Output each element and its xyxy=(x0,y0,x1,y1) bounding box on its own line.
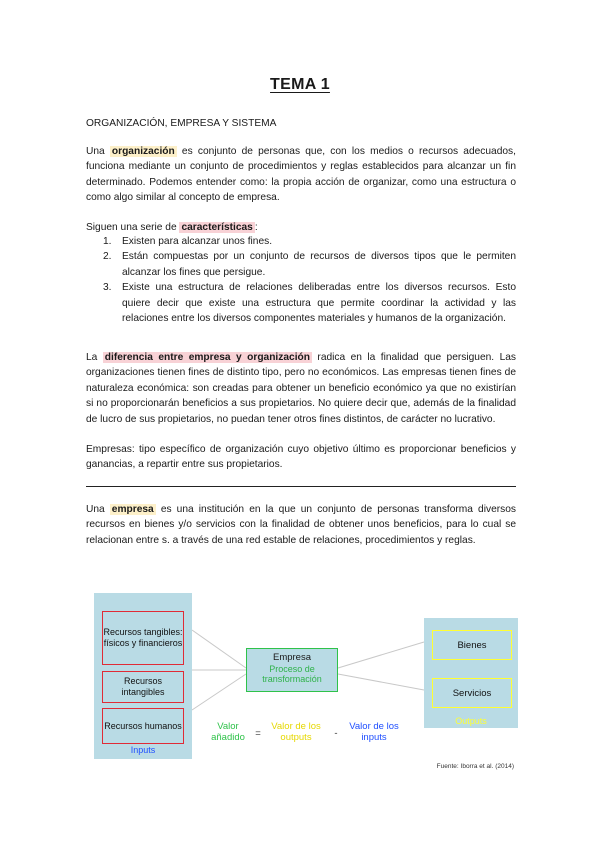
connector-line xyxy=(192,674,246,710)
paragraph-caracteristicas: Siguen una serie de características : xyxy=(86,222,258,233)
empresa-subtitle: Proceso de transformación xyxy=(262,663,322,684)
input-humanos: Recursos humanos xyxy=(102,708,184,744)
characteristics-list xyxy=(86,234,516,326)
outputs-panel xyxy=(424,618,518,728)
input-tangibles: Recursos tangibles: físicos y financieros xyxy=(102,611,184,665)
list-item: 3. Existe una estructura de relaciones deliberadas entre los diversos recursos. Esto quiere decir que existe una estructura que permite coordinar la actividad y las relaciones entre los diversos componentes materiales y humanos de la organización. xyxy=(103,282,516,325)
list-item: 1. Existen para alcanzar unos fines. xyxy=(103,236,273,247)
citation: Fuente: Iborra et al. (2014) xyxy=(436,763,514,770)
input-intangibles: Recursos intangibles xyxy=(102,671,184,703)
section-heading: ORGANIZACIÓN, EMPRESA Y SISTEMA xyxy=(86,118,277,129)
valor-outputs: Valor de los outputs xyxy=(271,721,321,743)
inputs-panel xyxy=(94,593,192,759)
outputs-label: Outputs xyxy=(455,716,487,726)
minus-sign: - xyxy=(334,728,338,739)
valor-inputs: Valor de los inputs xyxy=(349,721,399,743)
inputs-label: Inputs xyxy=(130,745,156,755)
highlight-organizacion: organización xyxy=(111,146,175,157)
highlight-diferencia: diferencia entre empresa y organización xyxy=(104,352,310,363)
equals-sign: = xyxy=(255,728,261,739)
connector-line xyxy=(338,674,424,690)
connector-line xyxy=(338,642,424,668)
highlight-caracteristicas: características xyxy=(181,222,253,233)
paragraph-empresas: Empresas: tipo específico de organización cuyo objetivo último es proporcionar beneficios y ganancias, a repartir entre sus propietarios. xyxy=(86,444,516,471)
valor-anadido: Valor añadido xyxy=(211,721,245,743)
divider xyxy=(86,486,516,487)
paragraph-organizacion: Una organización es conjunto de personas que, con los medios o recursos adecuados, funciona mediante un conjunto de procedimientos y reglas establecidos para alcanzar un fin determinado. Podemos entender como: la propia acción de organizar, como una estructura o como algo similar al concepto de empresa. xyxy=(86,146,516,204)
paragraph-diferencia: La diferencia entre empresa y organización radica en la finalidad que persiguen. Las organizaciones tienen fines de distinto tipo, pero no económicos. Las empresas tienen fines de naturaleza económica: son creadas para obtener un beneficio económico ya que no existirían si no proporcionarán beneficios a sus propietarios. No quiere decir que, además de la finalidad de lucro de sus propietarios, no puedan tener otros fines distintos, de carácter no lucrativo. xyxy=(86,352,516,425)
paragraph-empresa: Una empresa es una institución en la que un conjunto de personas transforma diversos recursos en bienes y/o servicios con la finalidad de obtener unos beneficios, para lo cual se relacionan entre s. a través de una red estable de relaciones, procedimientos y reglas. xyxy=(86,504,516,546)
empresa-title: Empresa xyxy=(272,652,311,663)
connector-line xyxy=(192,630,246,668)
page-title: TEMA 1 xyxy=(270,76,330,93)
highlight-empresa: empresa xyxy=(111,504,154,515)
output-servicios: Servicios xyxy=(432,678,512,708)
list-item: 2. Están compuestas por un conjunto de recursos de diversos tipos que le permiten alcanzar los fines que persigue. xyxy=(103,251,516,278)
empresa-diagram xyxy=(94,590,518,775)
output-bienes: Bienes xyxy=(432,630,512,660)
empresa-box xyxy=(246,648,338,692)
